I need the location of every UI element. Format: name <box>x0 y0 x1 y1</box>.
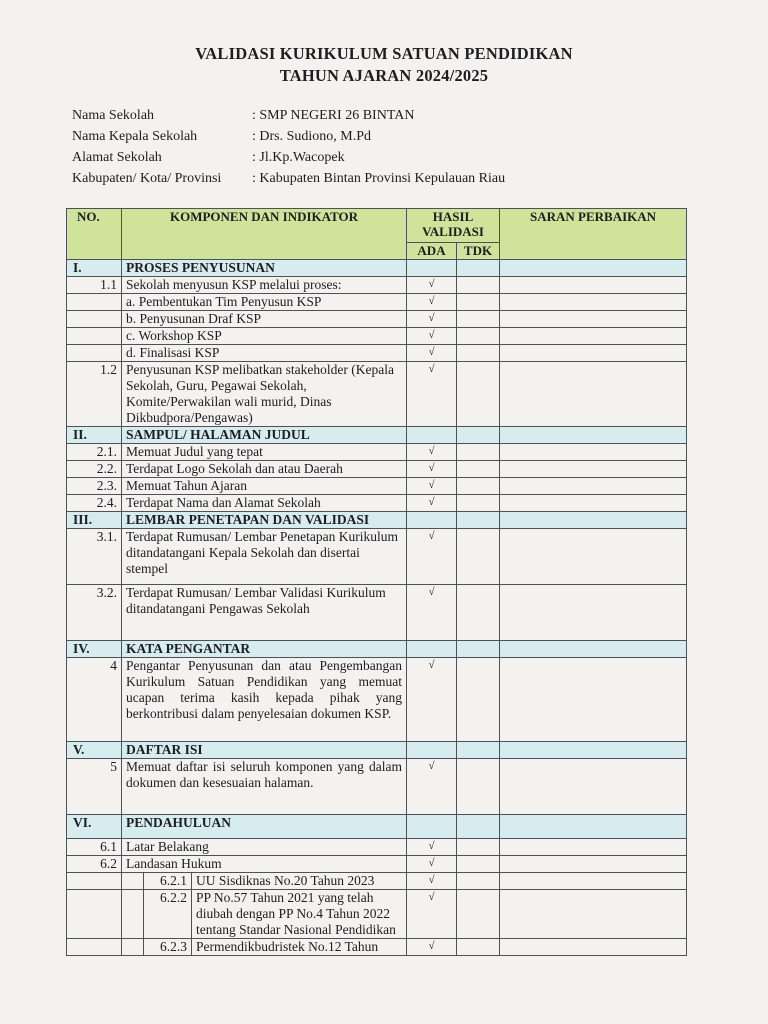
table-row <box>67 362 687 427</box>
section-row <box>67 512 687 529</box>
validation-table <box>66 208 687 956</box>
check-tdk <box>457 362 500 427</box>
table-row <box>67 890 687 939</box>
table-row <box>67 658 687 742</box>
row-number: 6.1 <box>67 839 122 856</box>
check-tdk <box>457 939 500 956</box>
row-number: 3.2. <box>67 585 122 641</box>
check-ada: √ <box>407 495 457 512</box>
row-indicator: d. Finalisasi KSP <box>122 345 407 362</box>
row-number: 2.2. <box>67 461 122 478</box>
section-number: II. <box>67 427 122 444</box>
saran-cell <box>500 759 687 815</box>
check-ada: √ <box>407 890 457 939</box>
table-row <box>67 529 687 585</box>
header-komponen: KOMPONEN DAN INDIKATOR <box>122 209 407 260</box>
section-number: VI. <box>67 815 122 839</box>
row-number: 4 <box>67 658 122 742</box>
table-row <box>67 495 687 512</box>
saran-cell <box>500 345 687 362</box>
row-indicator: a. Pembentukan Tim Penyusun KSP <box>122 294 407 311</box>
section-number: III. <box>67 512 122 529</box>
saran-cell <box>500 939 687 956</box>
check-tdk <box>457 328 500 345</box>
check-tdk <box>457 658 500 742</box>
saran-cell <box>500 277 687 294</box>
section-title: PENDAHULUAN <box>122 815 407 839</box>
section-number: V. <box>67 742 122 759</box>
header-hasil: HASIL VALIDASI <box>407 209 500 243</box>
address-label: Alamat Sekolah <box>72 150 162 165</box>
header-no: NO. <box>67 209 122 260</box>
saran-cell <box>500 658 687 742</box>
row-number: 6.2.1 <box>144 873 192 890</box>
table-row <box>67 345 687 362</box>
row-indicator: Terdapat Rumusan/ Lembar Validasi Kurikulum ditandatangani Pengawas Sekolah <box>122 585 407 641</box>
check-ada: √ <box>407 311 457 328</box>
check-tdk <box>457 444 500 461</box>
check-tdk <box>457 529 500 585</box>
check-tdk <box>457 478 500 495</box>
section-row <box>67 742 687 759</box>
check-tdk <box>457 585 500 641</box>
check-ada: √ <box>407 294 457 311</box>
table-row <box>67 294 687 311</box>
row-indicator: Terdapat Logo Sekolah dan atau Daerah <box>122 461 407 478</box>
row-indicator: b. Penyusunan Draf KSP <box>122 311 407 328</box>
table-row <box>67 478 687 495</box>
row-indicator: Permendikbudristek No.12 Tahun <box>192 939 407 956</box>
row-indicator: Memuat daftar isi seluruh komponen yang dalam dokumen dan kesesuaian halaman. <box>122 759 407 815</box>
table-row <box>67 759 687 815</box>
row-number: 6.2 <box>67 856 122 873</box>
school-name-label: Nama Sekolah <box>72 108 155 123</box>
section-title: SAMPUL/ HALAMAN JUDUL <box>122 427 407 444</box>
school-name-value: : SMP NEGERI 26 BINTAN <box>252 108 415 123</box>
saran-cell <box>500 856 687 873</box>
region-value: : Kabupaten Bintan Provinsi Kepulauan Riau <box>252 171 506 186</box>
check-ada: √ <box>407 277 457 294</box>
check-ada: √ <box>407 529 457 585</box>
row-number: 3.1. <box>67 529 122 585</box>
section-title: PROSES PENYUSUNAN <box>122 260 407 277</box>
row-indicator: UU Sisdiknas No.20 Tahun 2023 <box>192 873 407 890</box>
check-ada: √ <box>407 345 457 362</box>
check-tdk <box>457 461 500 478</box>
section-number: I. <box>67 260 122 277</box>
saran-cell <box>500 328 687 345</box>
table-row <box>67 444 687 461</box>
check-ada: √ <box>407 658 457 742</box>
table-row <box>67 856 687 873</box>
table-row <box>67 311 687 328</box>
header-ada: ADA <box>407 243 457 260</box>
row-indicator: Terdapat Rumusan/ Lembar Penetapan Kurikulum ditandatangani Kepala Sekolah dan disertai stempel <box>122 529 407 585</box>
section-number: IV. <box>67 641 122 658</box>
address-value: : Jl.Kp.Wacopek <box>252 150 345 165</box>
check-ada: √ <box>407 759 457 815</box>
section-title: KATA PENGANTAR <box>122 641 407 658</box>
section-title: LEMBAR PENETAPAN DAN VALIDASI <box>122 512 407 529</box>
check-ada: √ <box>407 939 457 956</box>
section-row <box>67 815 687 839</box>
row-indicator: Memuat Tahun Ajaran <box>122 478 407 495</box>
document-subtitle: TAHUN AJARAN 2024/2025 <box>279 66 489 85</box>
section-title: DAFTAR ISI <box>122 742 407 759</box>
check-tdk <box>457 759 500 815</box>
saran-cell <box>500 444 687 461</box>
row-number: 2.4. <box>67 495 122 512</box>
principal-value: : Drs. Sudiono, M.Pd <box>252 129 372 144</box>
saran-cell <box>500 585 687 641</box>
section-row <box>67 641 687 658</box>
saran-cell <box>500 839 687 856</box>
check-tdk <box>457 839 500 856</box>
row-number: 6.2.2 <box>144 890 192 939</box>
row-number: 6.2.3 <box>144 939 192 956</box>
row-indicator: PP No.57 Tahun 2021 yang telah diubah dengan PP No.4 Tahun 2022 tentang Standar Nasional Pendidikan <box>192 890 407 939</box>
table-row <box>67 939 687 956</box>
check-tdk <box>457 495 500 512</box>
check-tdk <box>457 345 500 362</box>
row-number: 1.2 <box>67 362 122 427</box>
table-row <box>67 461 687 478</box>
table-row <box>67 839 687 856</box>
check-ada: √ <box>407 362 457 427</box>
check-tdk <box>457 873 500 890</box>
saran-cell <box>500 294 687 311</box>
check-ada: √ <box>407 873 457 890</box>
header-saran: SARAN PERBAIKAN <box>500 209 687 260</box>
row-indicator: Terdapat Nama dan Alamat Sekolah <box>122 495 407 512</box>
row-number: 2.3. <box>67 478 122 495</box>
row-indicator: c. Workshop KSP <box>122 328 407 345</box>
check-ada: √ <box>407 328 457 345</box>
table-row <box>67 328 687 345</box>
check-tdk <box>457 311 500 328</box>
check-ada: √ <box>407 478 457 495</box>
row-indicator: Penyusunan KSP melibatkan stakeholder (Kepala Sekolah, Guru, Pegawai Sekolah, Komite/Perwakilan wali murid, Dinas Dikbudpora/Pengawas) <box>122 362 407 427</box>
section-row <box>67 427 687 444</box>
saran-cell <box>500 890 687 939</box>
check-ada: √ <box>407 444 457 461</box>
table-row <box>67 873 687 890</box>
header-row <box>67 209 687 243</box>
row-number: 5 <box>67 759 122 815</box>
section-row <box>67 260 687 277</box>
row-indicator: Pengantar Penyusunan dan atau Pengembangan Kurikulum Satuan Pendidikan yang memuat ucapan terima kasih kepada pihak yang berkontribusi dalam penyelesaian dokumen KSP. <box>122 658 407 742</box>
check-ada: √ <box>407 461 457 478</box>
row-indicator: Latar Belakang <box>122 839 407 856</box>
saran-cell <box>500 873 687 890</box>
table-row <box>67 277 687 294</box>
saran-cell <box>500 495 687 512</box>
region-label: Kabupaten/ Kota/ Provinsi <box>72 171 222 186</box>
saran-cell <box>500 529 687 585</box>
check-tdk <box>457 856 500 873</box>
check-tdk <box>457 890 500 939</box>
table-row <box>67 585 687 641</box>
saran-cell <box>500 311 687 328</box>
check-tdk <box>457 294 500 311</box>
check-ada: √ <box>407 585 457 641</box>
document-title: VALIDASI KURIKULUM SATUAN PENDIDIKAN <box>195 44 573 63</box>
check-ada: √ <box>407 856 457 873</box>
saran-cell <box>500 478 687 495</box>
saran-cell <box>500 461 687 478</box>
principal-label: Nama Kepala Sekolah <box>72 129 198 144</box>
header-tdk: TDK <box>457 243 500 260</box>
row-indicator: Sekolah menyusun KSP melalui proses: <box>122 277 407 294</box>
check-ada: √ <box>407 839 457 856</box>
check-tdk <box>457 277 500 294</box>
saran-cell <box>500 362 687 427</box>
row-number: 1.1 <box>67 277 122 294</box>
row-indicator: Memuat Judul yang tepat <box>122 444 407 461</box>
row-number: 2.1. <box>67 444 122 461</box>
row-indicator: Landasan Hukum <box>122 856 407 873</box>
